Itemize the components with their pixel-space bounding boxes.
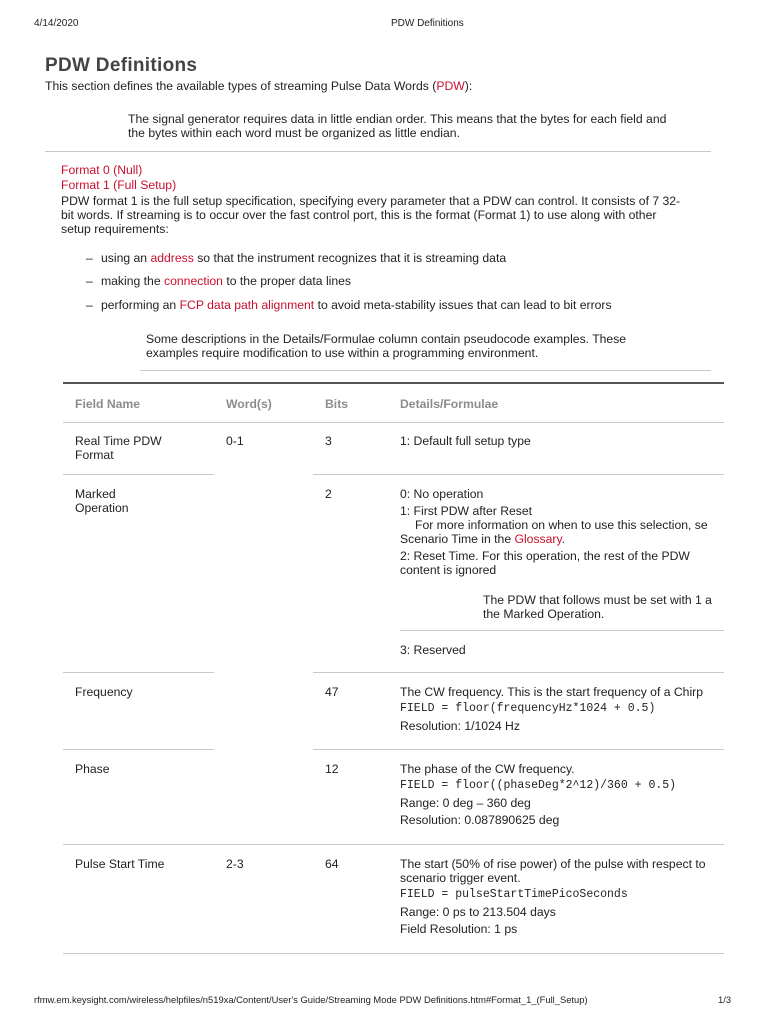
connection-link[interactable]: connection	[164, 274, 223, 288]
pulse-start-desc: scenario trigger event.	[400, 871, 521, 885]
glossary-link[interactable]: Glossary	[514, 532, 562, 546]
row-border	[313, 474, 724, 475]
table-header-border	[63, 422, 724, 423]
pseudocode-note-line: examples require modification to use within a programming environment.	[146, 346, 539, 360]
format1-link[interactable]: Format 1 (Full Setup)	[61, 178, 177, 192]
phase-resolution: Resolution: 0.087890625 deg	[400, 813, 560, 827]
pdw-link[interactable]: PDW	[436, 79, 465, 93]
bullet-fcp-alignment	[86, 298, 726, 312]
bullet-text: to the proper data lines	[222, 274, 352, 288]
op-1-scenario-text: .	[561, 532, 566, 546]
row-border	[313, 672, 724, 673]
field-name: Real Time PDW	[75, 434, 162, 448]
bullet-text: using an	[101, 251, 151, 265]
details-value: 1: Default full setup type	[400, 434, 531, 448]
details-value	[400, 685, 724, 733]
row-border	[63, 844, 724, 845]
marked-op-note-line: The PDW that follows must be set with 1 a	[483, 593, 712, 607]
footer-url: rfmw.em.keysight.com/wireless/helpfiles/n519xa/Content/User's Guide/Streaming Mode PDW Definitions.htm#Format_1_(Full_Setup)	[34, 994, 588, 1005]
bullet-text: to avoid meta-stability issues that can lead to bit errors	[314, 298, 612, 312]
op-1-scenario-text: Scenario Time in the	[400, 532, 515, 546]
details-value	[400, 857, 724, 936]
print-date: 4/14/2020	[34, 18, 79, 29]
op-3: 3: Reserved	[400, 643, 466, 657]
endian-note	[128, 112, 666, 140]
format0-link[interactable]: Format 0 (Null)	[61, 163, 143, 177]
bits-value: 2	[325, 487, 332, 501]
row-border	[63, 474, 214, 475]
endian-note-line: the bytes within each word must be organized as little endian.	[128, 126, 460, 140]
header-bits: Bits	[325, 397, 349, 411]
intro-before: This section defines the available types of streaming Pulse Data Words (	[45, 79, 437, 93]
divider	[400, 630, 724, 631]
table-row-field	[75, 434, 162, 462]
pulse-start-desc: The start (50% of rise power) of the pulse with respect to	[400, 857, 706, 871]
phase-desc: The phase of the CW frequency.	[400, 762, 575, 776]
pulse-start-resolution: Field Resolution: 1 ps	[400, 922, 518, 936]
bullet-address	[86, 251, 706, 265]
phase-formula: FIELD = floor((phaseDeg*2^12)/360 + 0.5)	[400, 779, 677, 792]
table-row-field	[75, 487, 129, 515]
format1-description	[61, 194, 680, 236]
bullet-connection	[86, 274, 706, 288]
words-value: 2-3	[226, 857, 244, 871]
table-top-border	[63, 382, 724, 384]
page-number: 1/3	[718, 994, 732, 1005]
bullet-text: performing an	[101, 298, 180, 312]
format1-desc-line: PDW format 1 is the full setup specification, specifying every parameter that a PDW can control. It consists of 7 32-	[61, 194, 681, 208]
op-1-scenario	[400, 532, 724, 546]
marked-op-note-line: the Marked Operation.	[483, 607, 605, 621]
page-title: PDW Definitions	[45, 55, 198, 76]
op-1: 1: First PDW after Reset	[400, 504, 533, 518]
field-name: Frequency	[75, 685, 133, 699]
print-header-title: PDW Definitions	[391, 18, 464, 29]
fcp-alignment-link[interactable]: FCP data path alignment	[179, 298, 315, 312]
field-name: Phase	[75, 762, 110, 776]
bullet-dash: –	[86, 298, 93, 312]
endian-note-line: The signal generator requires data in little endian order. This means that the bytes for each field and	[128, 112, 667, 126]
pseudocode-note	[146, 332, 626, 360]
address-link[interactable]: address	[150, 251, 194, 265]
op-2: content is ignored	[400, 563, 497, 577]
bits-value: 3	[325, 434, 332, 448]
pseudocode-note-line: Some descriptions in the Details/Formulae column contain pseudocode examples. These	[146, 332, 627, 346]
bullet-dash: –	[86, 274, 93, 288]
header-details: Details/Formulae	[400, 397, 499, 411]
intro-text	[45, 79, 472, 93]
frequency-desc: The CW frequency. This is the start frequency of a Chirp	[400, 685, 704, 699]
words-value: 0-1	[226, 434, 244, 448]
intro-after: ):	[464, 79, 473, 93]
header-words: Word(s)	[226, 397, 272, 411]
header-field-name: Field Name	[75, 397, 141, 411]
pulse-start-range: Range: 0 ps to 213.504 days	[400, 905, 556, 919]
bullet-text: making the	[101, 274, 165, 288]
details-value	[400, 487, 724, 577]
field-name: Pulse Start Time	[75, 857, 165, 871]
format1-desc-line: bit words. If streaming is to occur over the fast control port, this is the format (Format 1) to use along with other	[61, 208, 657, 222]
row-border	[63, 749, 214, 750]
bits-value: 12	[325, 762, 339, 776]
row-border	[63, 672, 214, 673]
frequency-resolution: Resolution: 1/1024 Hz	[400, 719, 520, 733]
op-2: 2: Reset Time. For this operation, the rest of the PDW	[400, 549, 690, 563]
phase-range: Range: 0 deg – 360 deg	[400, 796, 531, 810]
bullet-dash: –	[86, 251, 93, 265]
details-value	[400, 762, 724, 827]
pulse-start-formula: FIELD = pulseStartTimePicoSeconds	[400, 888, 628, 901]
op-1-more: For more information on when to use this selection, se	[415, 518, 708, 532]
frequency-formula: FIELD = floor(frequencyHz*1024 + 0.5)	[400, 702, 656, 715]
field-name: Format	[75, 448, 114, 462]
marked-op-note	[483, 593, 724, 621]
table-bottom-border	[63, 953, 724, 954]
bits-value: 64	[325, 857, 339, 871]
op-0: 0: No operation	[400, 487, 484, 501]
row-border	[313, 749, 724, 750]
bits-value: 47	[325, 685, 339, 699]
divider	[140, 370, 711, 371]
bullet-text: so that the instrument recognizes that it is streaming data	[193, 251, 507, 265]
format1-desc-line: setup requirements:	[61, 222, 169, 236]
divider	[45, 151, 711, 152]
field-name: Operation	[75, 501, 129, 515]
field-name: Marked	[75, 487, 116, 501]
